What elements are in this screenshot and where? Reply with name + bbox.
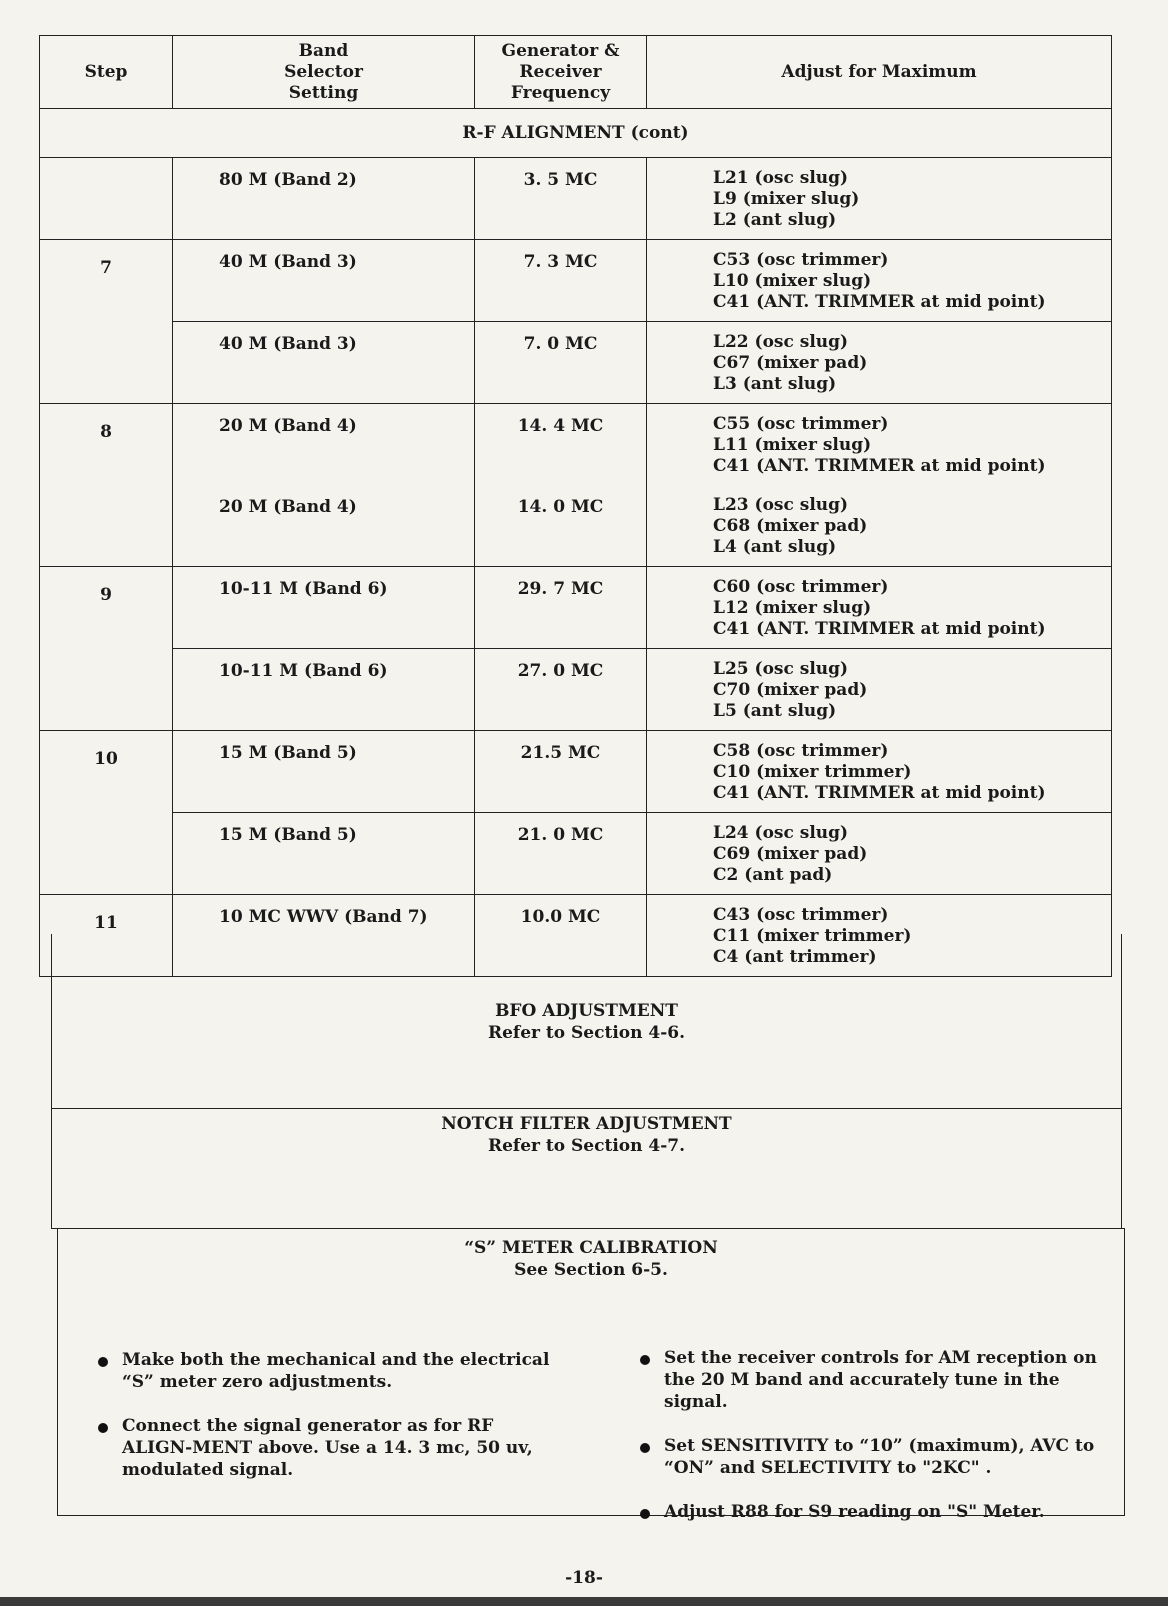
frequency-cell: 27. 0 MC — [475, 649, 647, 731]
step-cell — [40, 158, 173, 240]
frequency-cell: 3. 5 MC — [475, 158, 647, 240]
table-row — [40, 567, 1112, 649]
s-meter-calibration-box — [57, 1228, 1125, 1522]
section-title: R-F ALIGNMENT (cont) — [40, 109, 1112, 158]
step-cell: 10 — [40, 731, 173, 895]
step-cell: 8 — [40, 404, 173, 567]
frequency-cell: 21.5 MC — [475, 731, 647, 813]
band-cell: 10 MC WWV (Band 7) — [173, 895, 475, 977]
bullet-icon — [98, 1357, 108, 1367]
band-cell: 80 M (Band 2) — [173, 158, 475, 240]
band-cell: 15 M (Band 5) — [173, 813, 475, 895]
table-row — [40, 649, 1112, 731]
adjust-cell: L24 (osc slug) C69 (mixer pad) C2 (ant pad) — [647, 813, 1112, 895]
bullet-icon — [640, 1355, 650, 1365]
adjust-cell: C60 (osc trimmer) L12 (mixer slug) C41 (ANT. TRIMMER at mid point) — [647, 567, 1112, 649]
frequency-cell: 14. 0 MC — [475, 485, 647, 567]
band-cell: 20 M (Band 4) — [173, 485, 475, 567]
list-item: Set the receiver controls for AM reception on the 20 M band and accurately tune in the signal. — [638, 1347, 1108, 1413]
frequency-cell: 10.0 MC — [475, 895, 647, 977]
header-band: Band Selector Setting — [173, 36, 475, 109]
band-cell: 20 M (Band 4) — [173, 404, 475, 486]
s-meter-reference: See Section 6-5. — [514, 1260, 668, 1280]
header-frequency: Generator & Receiver Frequency — [475, 36, 647, 109]
table-row — [40, 404, 1112, 486]
adjust-cell: C53 (osc trimmer) L10 (mixer slug) C41 (ANT. TRIMMER at mid point) — [647, 240, 1112, 322]
step-cell: 7 — [40, 240, 173, 404]
table-row — [40, 485, 1112, 567]
table-row — [40, 240, 1112, 322]
adjust-cell: C58 (osc trimmer) C10 (mixer trimmer) C41 (ANT. TRIMMER at mid point) — [647, 731, 1112, 813]
list-item: Connect the signal generator as for RF ALIGN-MENT above. Use a 14. 3 mc, 50 uv, modulated signal. — [96, 1415, 566, 1481]
bullet-icon — [98, 1423, 108, 1433]
notch-title: NOTCH FILTER ADJUSTMENT — [441, 1114, 732, 1134]
frequency-cell: 14. 4 MC — [475, 404, 647, 486]
list-item: Adjust R88 for S9 reading on "S" Meter. — [638, 1501, 1108, 1523]
notch-filter-box — [51, 1108, 1122, 1229]
page-number: -18- — [565, 1568, 603, 1588]
table-row — [40, 158, 1112, 240]
bfo-adjustment-box — [51, 934, 1122, 1109]
band-cell: 10-11 M (Band 6) — [173, 567, 475, 649]
bullet-icon — [640, 1509, 650, 1519]
table-row — [40, 731, 1112, 813]
rf-alignment-table — [39, 35, 1112, 977]
adjust-cell: L23 (osc slug) C68 (mixer pad) L4 (ant slug) — [647, 485, 1112, 567]
band-cell: 10-11 M (Band 6) — [173, 649, 475, 731]
s-meter-left-bullets — [96, 1349, 566, 1503]
bullet-icon — [640, 1443, 650, 1453]
table-row — [40, 813, 1112, 895]
step-cell: 11 — [40, 895, 173, 977]
band-cell: 40 M (Band 3) — [173, 322, 475, 404]
bfo-title: BFO ADJUSTMENT — [495, 1001, 678, 1021]
list-item: Make both the mechanical and the electrical “S” meter zero adjustments. — [96, 1349, 566, 1393]
frequency-cell: 7. 3 MC — [475, 240, 647, 322]
s-meter-right-bullets — [638, 1347, 1108, 1523]
band-cell: 15 M (Band 5) — [173, 731, 475, 813]
list-item: Set SENSITIVITY to “10” (maximum), AVC to “ON” and SELECTIVITY to "2KC" . — [638, 1435, 1108, 1479]
table-row — [40, 322, 1112, 404]
header-step: Step — [40, 36, 173, 109]
page-bottom-edge — [0, 1597, 1168, 1606]
header-adjust: Adjust for Maximum — [647, 36, 1112, 109]
adjust-cell: L22 (osc slug) C67 (mixer pad) L3 (ant slug) — [647, 322, 1112, 404]
adjust-cell: C43 (osc trimmer) C11 (mixer trimmer) C4 (ant trimmer) — [647, 895, 1112, 977]
notch-reference: Refer to Section 4-7. — [487, 1136, 686, 1156]
table-header-row — [40, 36, 1112, 109]
s-meter-title: “S” METER CALIBRATION — [464, 1238, 718, 1258]
adjust-cell: L21 (osc slug) L9 (mixer slug) L2 (ant slug) — [647, 158, 1112, 240]
frequency-cell: 29. 7 MC — [475, 567, 647, 649]
frequency-cell: 7. 0 MC — [475, 322, 647, 404]
band-cell: 40 M (Band 3) — [173, 240, 475, 322]
adjust-cell: L25 (osc slug) C70 (mixer pad) L5 (ant slug) — [647, 649, 1112, 731]
bfo-reference: Refer to Section 4-6. — [487, 1023, 686, 1043]
step-cell: 9 — [40, 567, 173, 731]
frequency-cell: 21. 0 MC — [475, 813, 647, 895]
section-title-row — [40, 109, 1112, 158]
adjust-cell: C55 (osc trimmer) L11 (mixer slug) C41 (ANT. TRIMMER at mid point) — [647, 404, 1112, 486]
